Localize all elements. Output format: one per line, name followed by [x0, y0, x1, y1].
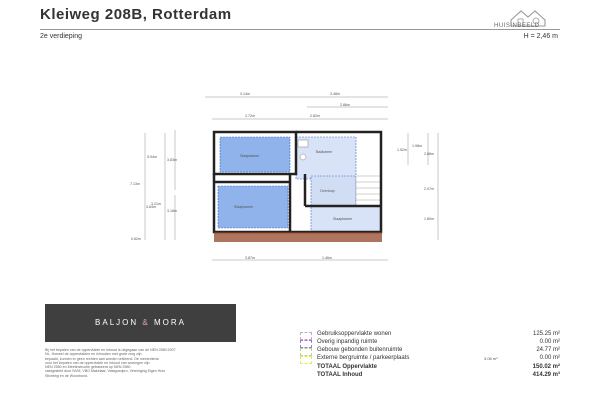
legend-label: Gebouw gebonden buitenruimte [317, 347, 403, 353]
disclaimer-line: Stichting en de Woonbond. [45, 373, 89, 378]
legend-value: 0.00 m² [539, 339, 560, 345]
brand-ampersand: & [142, 318, 150, 327]
room-label-3: Slaapkamer [234, 205, 254, 209]
logo-text: HUISINBEELD [494, 23, 540, 29]
dim-right-5: 1.80m [424, 217, 434, 221]
legend-label: Externe bergruimte / parkeerplaats [317, 355, 410, 361]
total-value: 414.29 m³ [532, 372, 560, 378]
page-title: Kleiweg 208B, Rotterdam [40, 6, 232, 23]
dim-left-2: 3.83m [167, 158, 177, 162]
dim-top-4: 2.82m [310, 114, 320, 118]
legend-extra: 3.06 m² [484, 356, 498, 361]
room-label-1: Slaapkamer [240, 154, 260, 158]
legend-value: 24.77 m² [536, 347, 560, 353]
ceiling-height: H = 2,46 m [523, 33, 558, 40]
dim-left-5: 3.64m [146, 205, 156, 209]
brand-logo [45, 318, 236, 327]
disclaimer-line: vastgesteld door NVM, VBO Makelaar, Vastgoedpro, Vereniging Eigen Huis [45, 369, 165, 374]
dim-top-1: 3.14m [240, 92, 250, 96]
disclaimer-line: NL. Hoewel de oppervlakten en inhouden met grote zorg zijn [45, 352, 142, 357]
dim-right-4: 2.07m [424, 187, 434, 191]
dim-right-2: 1.98m [412, 144, 422, 148]
stairs [356, 176, 381, 206]
floor-label: 2e verdieping [40, 33, 83, 40]
dim-right-1: 1.52m [397, 148, 407, 152]
legend-value: 125.25 m² [532, 331, 560, 337]
disclaimer-line: voor het bepalen van de oppervlakte en inhoud van woningen zijn [45, 360, 150, 365]
total-value: 150.02 m² [532, 364, 560, 370]
dim-top-2: 3.48m [330, 92, 340, 96]
dim-bottom-1: 3.87m [245, 256, 255, 260]
dim-left-4: 3.21m [151, 202, 161, 206]
dim-left-6: 3.18m [167, 209, 177, 213]
dim-right-3: 2.88m [424, 152, 434, 156]
disclaimer-line: bepaald, kunnen er geen rechten aan worden ontleend. De meetcriteria [45, 356, 159, 361]
sink-icon [298, 140, 308, 147]
dim-top-3: 2.72m [245, 114, 255, 118]
disclaimer-line: Bij het bepalen van de oppervlakte en inhoud is uitgegaan van de NEN 2580:2007 [45, 348, 176, 352]
legend-label: Overig inpandig ruimte [317, 339, 378, 345]
dim-top-5: 2.86m [340, 103, 350, 107]
room-label-5: Slaapkamer [333, 217, 353, 221]
dim-bottom-2: 1.46m [322, 256, 332, 260]
brand-name-a: BALJON [95, 318, 139, 327]
room-label-2: Badkamer [316, 150, 333, 154]
legend-swatch [300, 356, 312, 364]
legend-total-volume [300, 372, 560, 381]
dim-left-7: 0.62m [131, 237, 141, 241]
dim-left-1: 5.94m [147, 155, 157, 159]
roof-edge [214, 232, 382, 242]
room-label-4: Overloop [320, 189, 335, 193]
legend-value: 0.00 m² [539, 355, 560, 361]
disclaimer [45, 348, 245, 378]
legend-label: Gebruiksoppervlakte wonen [317, 331, 392, 337]
legend-row [300, 355, 560, 364]
brand-name-b: MORA [153, 318, 186, 327]
disclaimer-line: NEN 2580 en Meetinstructie gebaseerd op NEN 2580 [45, 365, 131, 370]
dim-left-3: 7.13m [130, 182, 140, 186]
toilet-icon [300, 154, 306, 160]
total-label: TOTAAL Inhoud [317, 372, 363, 378]
total-label: TOTAAL Oppervlakte [317, 364, 378, 370]
